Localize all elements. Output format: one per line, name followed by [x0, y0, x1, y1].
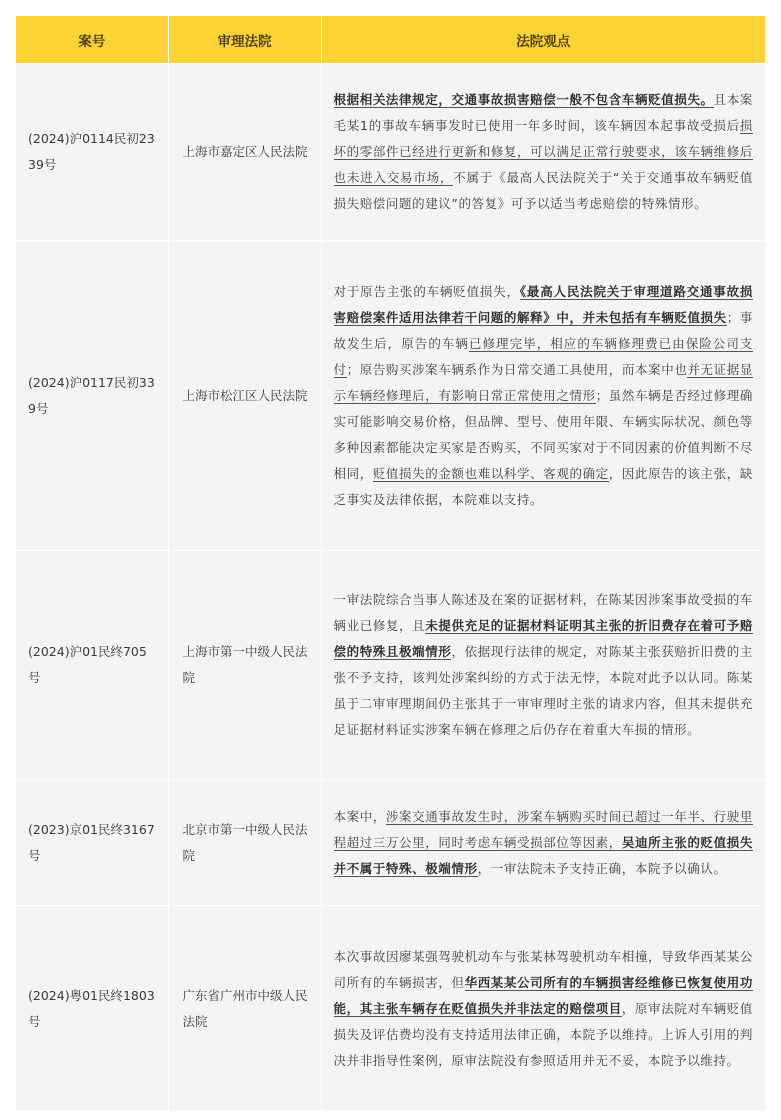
opinion-cell: [321, 241, 765, 551]
court-cell: 上海市嘉定区人民法院: [168, 64, 321, 241]
header-court-opinion: 法院观点: [321, 16, 765, 64]
case-number-cell: (2024)粤01民终1803号: [16, 906, 168, 1112]
opinion-highlight: 未提供充足的证据材料证明其主张的折旧费存在着可予赔偿的特殊且极端情形: [333, 618, 753, 659]
opinion-underline: 贬值损失的金额也难以科学、客观的确定: [372, 465, 609, 481]
court-cell: 上海市松江区人民法院: [168, 241, 321, 551]
table-row: [16, 906, 765, 1112]
opinion-segment: ，因此原告的该主张，缺乏事实及法律依据，本院难以支持。: [333, 465, 753, 507]
header-court: 审理法院: [168, 16, 321, 64]
case-table: [16, 16, 765, 1111]
table-body: [16, 64, 765, 1112]
opinion-highlight: 《最高人民法院关于审理道路交通事故损害赔偿案件适用法律若干问题的解释》中，并未包括有车辆贬值损失: [333, 283, 753, 325]
opinion-highlight: 华西某某公司所有的车辆损害经维修已恢复使用功能，其主张车辆存在贬值损失并非法定的赔偿项目: [333, 974, 753, 1016]
opinion-segment: ；原告购买涉案车辆系作为日常交通工具使用，而本案中也: [346, 361, 688, 377]
opinion-segment: 且本案毛某1的事故车辆事发时已使用一年多时间，该车辆因本起事故受损后: [333, 92, 753, 133]
opinion-segment: ，原审法院对车辆贬值损失及评估费均没有支持适用法律正确，本院予以维持。上诉人引用的判决并非指导性案例，原审法院没有参照适用并无不妥，本院予以维持。: [333, 1000, 753, 1068]
opinion-segment: 本案中，: [333, 808, 386, 824]
opinion-cell: [321, 780, 765, 906]
opinion-segment: ，依据现行法律的规定，对陈某主张获赔折旧费的主张不予支持，该判处涉案纠纷的方式于法无悖，本院对此予以认同。陈某虽于二审审理期间仍主张其于一审审理时主张的请求内容，但其未提供充足证据材料证实涉案车辆在修理之后仍存在着重大车损的情形。: [333, 644, 753, 737]
case-number-cell: (2024)沪01民终705号: [16, 551, 168, 780]
opinion-text: [334, 944, 754, 1074]
opinion-highlight: 吴迪所主张的贬值损失并不属于特殊、极端情形: [333, 834, 753, 876]
opinion-text: [334, 804, 754, 882]
opinion-underline: 并无证据显示车辆经修理后，有影响日常正常使用之情形: [333, 361, 753, 403]
opinion-segment: ；事故发生后，原告的车辆: [333, 309, 753, 351]
table-header: [16, 16, 765, 64]
opinion-underline: 损坏的零部件已经进行更新和修复，可以满足正常行驶要求，该车辆维修后也未进入交易市场，: [333, 118, 753, 185]
opinion-highlight: 根据相关法律规定，交通事故损害赔偿一般不包含车辆贬值损失。: [333, 92, 714, 107]
opinion-underline: 涉案交通事故发生时，涉案车辆购买时间已超过一年半、行驶里程超过三万公里，同时考虑车辆受损部位等因素，: [333, 808, 753, 850]
opinion-segment: ，一审法院未予支持正确，本院予以确认。: [477, 860, 727, 876]
table-row: [16, 64, 765, 241]
opinion-segment: 一审法院综合当事人陈述及在案的证据材料，在陈某因涉案事故受损的车辆业已修复，且: [333, 592, 753, 633]
court-cell: 上海市第一中级人民法院: [168, 551, 321, 780]
opinion-text: [334, 87, 754, 217]
case-number-cell: (2024)沪0114民初2339号: [16, 64, 168, 241]
opinion-cell: [321, 906, 765, 1112]
court-cell: 北京市第一中级人民法院: [168, 780, 321, 906]
table-row: [16, 780, 765, 906]
header-case-number: 案号: [16, 16, 168, 64]
case-number-cell: (2023)京01民终3167号: [16, 780, 168, 906]
opinion-cell: [321, 64, 765, 241]
table-row: [16, 551, 765, 780]
court-cell: 广东省广州市中级人民法院: [168, 906, 321, 1112]
opinion-segment: 不属于《最高人民法院关于“关于交通事故车辆贬值损失赔偿问题的建议”的答复》可予以适当考虑赔偿的特殊情形。: [333, 170, 753, 211]
table-row: [16, 241, 765, 551]
opinion-text: [334, 587, 754, 743]
opinion-segment: 对于原告主张的车辆贬值损失，: [333, 283, 520, 299]
case-number-cell: (2024)沪0117民初339号: [16, 241, 168, 551]
opinion-text: [334, 279, 754, 513]
header-row: [16, 16, 765, 64]
opinion-segment: 本次事故因廖某强驾驶机动车与张某林驾驶机动车相撞，导致华西某某公司所有的车辆损害，但: [333, 948, 753, 990]
opinion-underline: 已修理完毕，相应的车辆修理费已由保险公司支付: [333, 335, 753, 377]
opinion-cell: [321, 551, 765, 780]
opinion-segment: ；虽然车辆是否经过修理确实可能影响交易价格，但品牌、型号、使用年限、车辆实际状况、颜色等多种因素都能决定买家是否购买，不同买家对于不同因素的价值判断不尽相同，: [333, 387, 753, 481]
